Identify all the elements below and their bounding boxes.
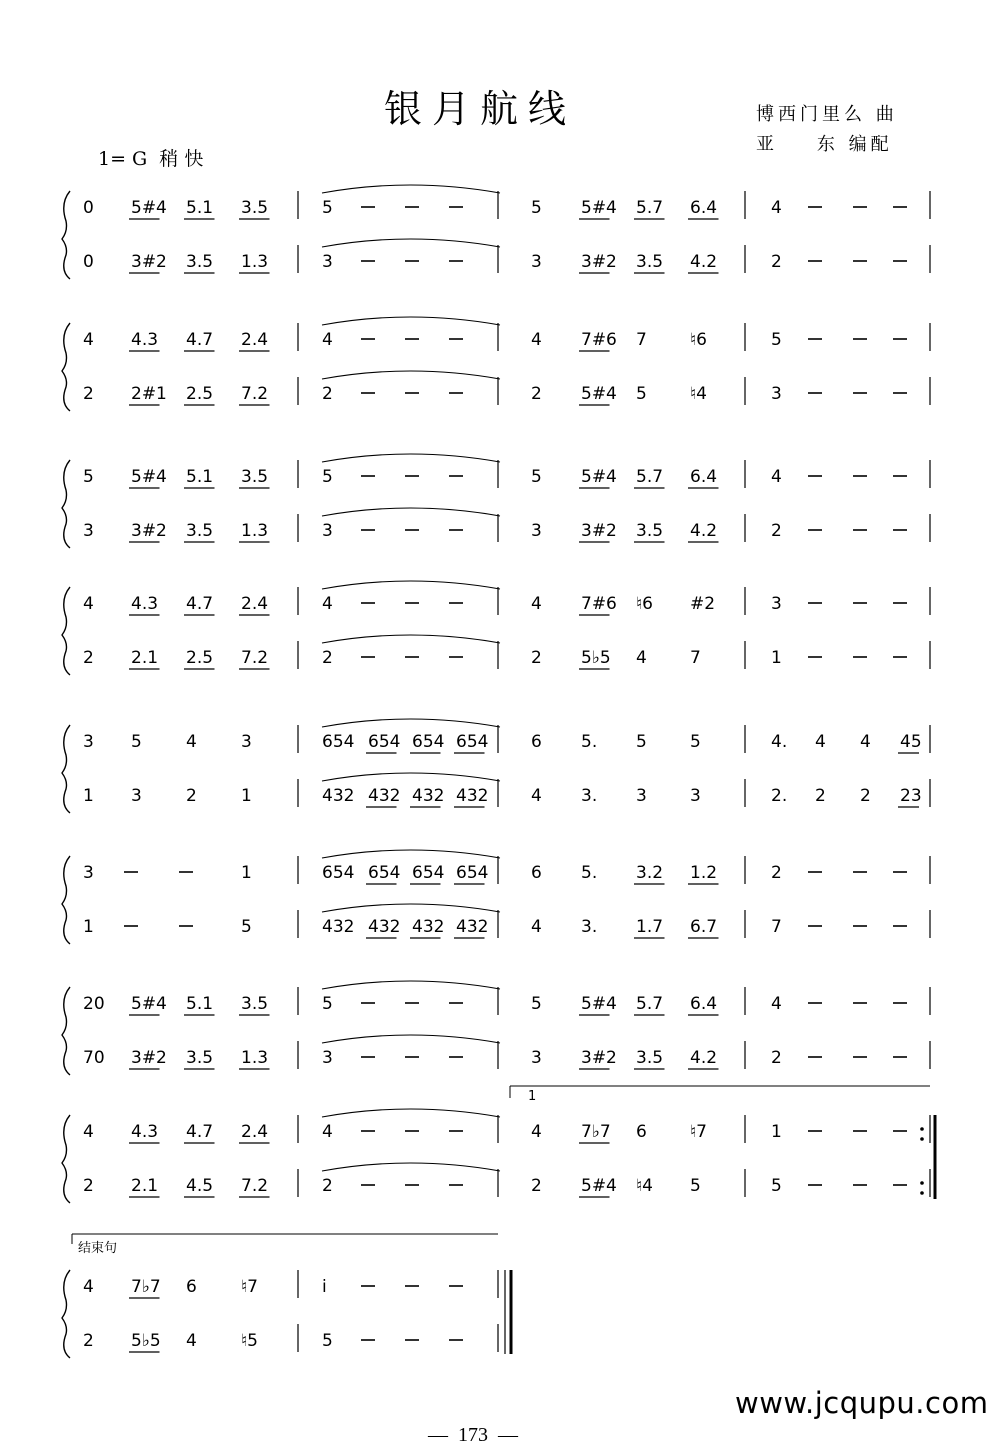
tie-slur xyxy=(322,719,500,727)
note: 4.2 xyxy=(690,521,718,541)
note: 4 xyxy=(186,732,197,752)
note: 3.2 xyxy=(636,863,664,883)
system-brace xyxy=(62,856,70,944)
tie-slur xyxy=(322,773,500,781)
note: 4 xyxy=(771,467,782,487)
note: 4 xyxy=(531,917,542,937)
note: 4.7 xyxy=(186,1122,214,1142)
note: 5♭5 xyxy=(131,1331,161,1351)
note: 3#2 xyxy=(581,252,617,272)
note: 3.5 xyxy=(241,994,269,1014)
note: 3.5 xyxy=(636,252,664,272)
note: 4 xyxy=(531,786,542,806)
note: 2.4 xyxy=(241,1122,269,1142)
note: 2 xyxy=(83,648,94,668)
note: 5#4 xyxy=(581,198,617,218)
note: 2 xyxy=(771,863,782,883)
note: 2.1 xyxy=(131,1176,159,1196)
note: 4 xyxy=(531,1122,542,1142)
note: 3.5 xyxy=(186,521,214,541)
note: 4.2 xyxy=(690,252,718,272)
repeat-dot xyxy=(920,1127,924,1131)
note: 2 xyxy=(815,786,826,806)
note: 70 xyxy=(83,1048,105,1068)
note: 3#2 xyxy=(131,252,167,272)
repeat-dot xyxy=(920,1191,924,1195)
note: 6.4 xyxy=(690,994,718,1014)
note: 7 xyxy=(771,917,782,937)
note: ♮4 xyxy=(690,384,707,404)
tie-slur xyxy=(322,508,500,516)
tie-slur xyxy=(322,904,500,912)
note: 4 xyxy=(531,594,542,614)
note: 3 xyxy=(322,252,333,272)
note: 5 xyxy=(690,1176,701,1196)
note: 654 xyxy=(412,863,445,883)
note: 7.2 xyxy=(241,1176,269,1196)
note: 432 xyxy=(412,786,445,806)
tie-slur xyxy=(322,1163,500,1171)
note: 432 xyxy=(368,917,401,937)
note: 2. xyxy=(771,786,788,806)
tie-slur xyxy=(322,185,500,193)
note: 3 xyxy=(531,1048,542,1068)
note: 3 xyxy=(131,786,142,806)
note: 5.7 xyxy=(636,994,664,1014)
note: 654 xyxy=(368,863,401,883)
note: 45 xyxy=(900,732,922,752)
note: 1.7 xyxy=(636,917,664,937)
note: 5.1 xyxy=(186,467,214,487)
note: 2 xyxy=(771,252,782,272)
note: 5#4 xyxy=(581,467,617,487)
note: 2 xyxy=(771,521,782,541)
note: 5#4 xyxy=(581,1176,617,1196)
note: 7.2 xyxy=(241,384,269,404)
note: 5. xyxy=(581,732,598,752)
note: 3 xyxy=(690,786,701,806)
note: 4 xyxy=(815,732,826,752)
note: 3 xyxy=(531,252,542,272)
note: 4.3 xyxy=(131,1122,159,1142)
note: 654 xyxy=(368,732,401,752)
note: 2.4 xyxy=(241,594,269,614)
key-tempo-marking: 1= G 稍 快 xyxy=(98,148,204,170)
note: 6.4 xyxy=(690,467,718,487)
system-brace xyxy=(62,191,70,279)
note: 5#4 xyxy=(131,467,167,487)
note: 7#6 xyxy=(581,330,617,350)
note: 4 xyxy=(83,330,94,350)
note: 7♭7 xyxy=(581,1122,611,1142)
note: 4. xyxy=(771,732,788,752)
note: 5 xyxy=(322,198,333,218)
note: 5 xyxy=(322,994,333,1014)
note: 5#4 xyxy=(131,994,167,1014)
system-brace xyxy=(62,323,70,411)
note: 3 xyxy=(83,863,94,883)
note: 3 xyxy=(83,521,94,541)
note: 2.1 xyxy=(131,648,159,668)
tie-slur xyxy=(322,635,500,643)
note: 1 xyxy=(241,786,252,806)
note: 3 xyxy=(322,1048,333,1068)
note: 4.7 xyxy=(186,330,214,350)
note: 654 xyxy=(412,732,445,752)
note: 2 xyxy=(531,648,542,668)
note: 5#4 xyxy=(131,198,167,218)
note: 654 xyxy=(322,732,355,752)
note: 6.4 xyxy=(690,198,718,218)
note: 1.2 xyxy=(690,863,718,883)
note: 4.2 xyxy=(690,1048,718,1068)
note: 5 xyxy=(531,994,542,1014)
note: 3 xyxy=(771,594,782,614)
note: 7.2 xyxy=(241,648,269,668)
system-brace xyxy=(62,587,70,675)
note: 5.1 xyxy=(186,994,214,1014)
tie-slur xyxy=(322,454,500,462)
note: 1 xyxy=(241,863,252,883)
note: 4 xyxy=(771,994,782,1014)
note: 2 xyxy=(531,384,542,404)
note: 2 xyxy=(83,1331,94,1351)
note: ♮4 xyxy=(636,1176,653,1196)
note: 7 xyxy=(636,330,647,350)
note: 654 xyxy=(456,863,489,883)
tie-slur xyxy=(322,317,500,325)
note: 5 xyxy=(771,330,782,350)
note: 3. xyxy=(581,917,598,937)
note: 2 xyxy=(186,786,197,806)
system-brace xyxy=(62,725,70,813)
note: 432 xyxy=(412,917,445,937)
note: 4 xyxy=(322,1122,333,1142)
tie-slur xyxy=(322,981,500,989)
note: ♮6 xyxy=(636,594,653,614)
note: 5 xyxy=(83,467,94,487)
note: 5 xyxy=(131,732,142,752)
note: 4.7 xyxy=(186,594,214,614)
note: 3.5 xyxy=(636,521,664,541)
tie-slur xyxy=(322,239,500,247)
note: 5 xyxy=(771,1176,782,1196)
note: 4.5 xyxy=(186,1176,214,1196)
repeat-dot xyxy=(920,1181,924,1185)
note: 6 xyxy=(636,1122,647,1142)
note: 3#2 xyxy=(131,1048,167,1068)
note: 4 xyxy=(771,198,782,218)
note: 2 xyxy=(322,648,333,668)
arranger-credit: 亚 东 编配 xyxy=(756,134,893,155)
note: 2#1 xyxy=(131,384,167,404)
tie-slur xyxy=(322,371,500,379)
note: 6.7 xyxy=(690,917,718,937)
note: 5.1 xyxy=(186,198,214,218)
note: 1 xyxy=(771,648,782,668)
note: 20 xyxy=(83,994,105,1014)
note: ♮5 xyxy=(241,1331,258,1351)
tie-slur xyxy=(322,850,500,858)
system-brace xyxy=(62,1270,70,1358)
note: i xyxy=(322,1277,327,1297)
note: 5#4 xyxy=(581,994,617,1014)
system-brace xyxy=(62,460,70,548)
note: 5♭5 xyxy=(581,648,611,668)
note: 1.3 xyxy=(241,1048,269,1068)
note: 4 xyxy=(322,330,333,350)
note: 3#2 xyxy=(581,1048,617,1068)
note: 2 xyxy=(531,1176,542,1196)
note: 2.4 xyxy=(241,330,269,350)
note: 4 xyxy=(83,594,94,614)
note: 3 xyxy=(241,732,252,752)
note: 23 xyxy=(900,786,922,806)
note: 1.3 xyxy=(241,521,269,541)
note: 432 xyxy=(456,917,489,937)
note: 5 xyxy=(690,732,701,752)
note: 4 xyxy=(860,732,871,752)
coda-label: 结束句 xyxy=(78,1241,118,1256)
note: 0 xyxy=(83,252,94,272)
song-title: 银月航线 xyxy=(384,87,577,131)
note: 6 xyxy=(186,1277,197,1297)
note: 3 xyxy=(322,521,333,541)
note: 432 xyxy=(368,786,401,806)
note: 4 xyxy=(83,1277,94,1297)
volta-label: 1 xyxy=(528,1089,537,1104)
note: 3.5 xyxy=(186,252,214,272)
system-brace xyxy=(62,987,70,1075)
note: 1 xyxy=(771,1122,782,1142)
note: 1 xyxy=(83,786,94,806)
note: 3.5 xyxy=(241,467,269,487)
note: 4 xyxy=(83,1122,94,1142)
note: 5 xyxy=(531,467,542,487)
note: 4.3 xyxy=(131,594,159,614)
note: 432 xyxy=(322,917,355,937)
tie-slur xyxy=(322,581,500,589)
note: 2.5 xyxy=(186,648,214,668)
note: 1.3 xyxy=(241,252,269,272)
note: 3 xyxy=(83,732,94,752)
note: ♮6 xyxy=(690,330,707,350)
note: 5 xyxy=(636,732,647,752)
note: 3. xyxy=(581,786,598,806)
note: ♮7 xyxy=(241,1277,258,1297)
note: 5 xyxy=(531,198,542,218)
note: 3 xyxy=(636,786,647,806)
note: 3.5 xyxy=(636,1048,664,1068)
note: 4 xyxy=(531,330,542,350)
note: 3.5 xyxy=(241,198,269,218)
note: 5.7 xyxy=(636,467,664,487)
note: 3#2 xyxy=(581,521,617,541)
note: 4 xyxy=(636,648,647,668)
note: ♮7 xyxy=(690,1122,707,1142)
note: 2 xyxy=(860,786,871,806)
note: 5 xyxy=(322,1331,333,1351)
repeat-dot xyxy=(920,1137,924,1141)
note: 654 xyxy=(456,732,489,752)
note: 5 xyxy=(241,917,252,937)
note: 3 xyxy=(771,384,782,404)
note: 3#2 xyxy=(131,521,167,541)
note: 5 xyxy=(636,384,647,404)
note: 6 xyxy=(531,863,542,883)
page-number: — 173 — xyxy=(428,1424,518,1446)
note: 5. xyxy=(581,863,598,883)
note: 4 xyxy=(322,594,333,614)
watermark: www.jcqupu.com xyxy=(735,1386,989,1420)
note: 2 xyxy=(83,1176,94,1196)
note: 2 xyxy=(322,1176,333,1196)
note: 2.5 xyxy=(186,384,214,404)
note: 5.7 xyxy=(636,198,664,218)
note: 5 xyxy=(322,467,333,487)
note: 4 xyxy=(186,1331,197,1351)
note: #2 xyxy=(690,594,716,614)
tie-slur xyxy=(322,1035,500,1043)
note: 7#6 xyxy=(581,594,617,614)
note: 432 xyxy=(456,786,489,806)
note: 432 xyxy=(322,786,355,806)
system-brace xyxy=(62,1115,70,1203)
note: 7♭7 xyxy=(131,1277,161,1297)
note: 6 xyxy=(531,732,542,752)
note: 2 xyxy=(322,384,333,404)
note: 3.5 xyxy=(186,1048,214,1068)
note: 0 xyxy=(83,198,94,218)
note: 5#4 xyxy=(581,384,617,404)
note: 3 xyxy=(531,521,542,541)
note: 7 xyxy=(690,648,701,668)
note: 1 xyxy=(83,917,94,937)
note: 654 xyxy=(322,863,355,883)
note: 2 xyxy=(771,1048,782,1068)
note: 4.3 xyxy=(131,330,159,350)
note: 2 xyxy=(83,384,94,404)
tie-slur xyxy=(322,1109,500,1117)
composer-credit: 博西门里么 曲 xyxy=(756,104,898,125)
